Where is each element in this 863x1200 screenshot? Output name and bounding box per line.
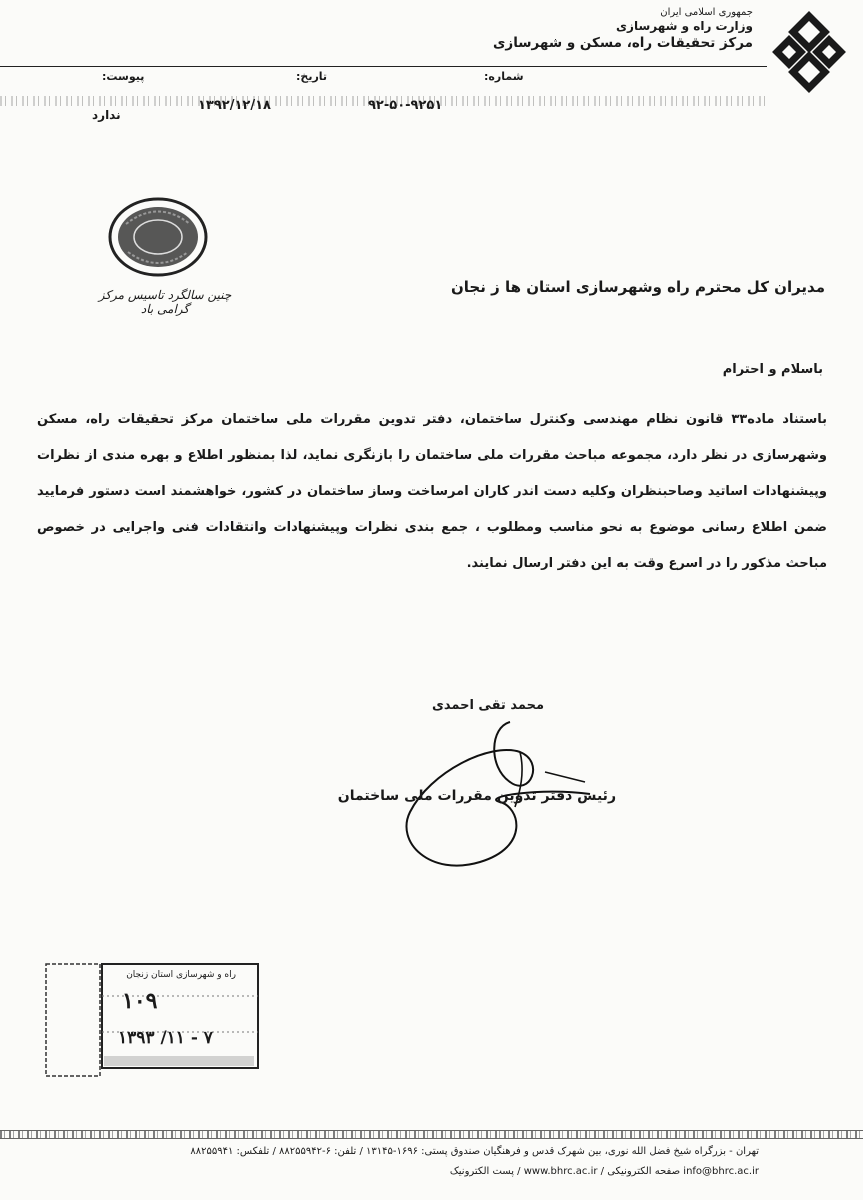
ministry-logo-icon xyxy=(767,10,851,94)
attachment-label: پیوست: xyxy=(102,70,145,83)
stamp-number: ۱۰۹ xyxy=(122,988,158,1014)
recipient-line: مدیران کل محترم راه وشهرسازی استان ها ز نجان xyxy=(451,278,825,296)
letter-number: ۹۲-۵۰-۹۲۵۱ xyxy=(368,98,443,113)
round-seal-icon xyxy=(106,194,210,280)
attachment-value: ندارد xyxy=(92,108,121,122)
greeting: باسلام و احترام xyxy=(722,362,823,377)
footer-divider xyxy=(0,1130,863,1139)
signer-name: محمد تقی احمدی xyxy=(431,698,544,713)
seal-caption: چنین سالگرد تاسیس مرکز گرامی باد xyxy=(98,288,232,316)
stamp-office: راه و شهرسازی استان زنجان xyxy=(126,970,236,980)
letterhead xyxy=(493,6,753,52)
header-line-center: مرکز تحقیقات راه، مسکن و شهرسازی xyxy=(493,35,753,51)
signer-title: رئیس دفتر تدوین مقررات ملی ساختمان xyxy=(337,788,616,804)
number-label: شماره: xyxy=(484,70,524,83)
header-line-country: جمهوری اسلامی ایران xyxy=(660,7,753,18)
letter-date: ۱۳۹۲/۱۲/۱۸ xyxy=(198,98,271,113)
footer-contact: info@bhrc.ac.ir صفحه الکترونیکی / www.bhrc.ac.ir / پست الکترونیک xyxy=(449,1166,759,1177)
footer-address: تهران - بزرگراه شیخ فضل الله نوری، بین شهرک قدس و فرهنگیان صندوق پستی: ۱۶۹۶-۱۳۱۴۵ / تلفن: ۶-۸۸۲۵۵۹۴۲ / تلفکس: ۸۸۲۵۵۹۴۱ xyxy=(190,1146,759,1157)
letter-body: باستناد ماده۳۳ قانون نظام مهندسی وکنترل ساختمان، دفتر تدوین مقررات ملی ساختمان مرکز تحقیقات راه، مسکن وشهرسازی در نظر دارد، مجموعه مباحث مقررات ملی ساختمان را بازنگری نماید، لذا بمنظور اطلاع و بهره مندی از نظرات وپیشنهادات اساتید وصاحبنظران وکلیه دست اندر کاران امرساخت وساز ساختمان در کشور، خواهشمند است دستور فرمایید ضمن اطلاع رسانی موضوع به نحو مناسب ومطلوب ، جمع بندی نظرات وپیشنهادات وانتقادات فنی واجرایی در خصوص مباحث مذکور را در اسرع وقت به این دفتر ارسال نمایند. xyxy=(37,412,827,571)
header-line-ministry: وزارت راه و شهرسازی xyxy=(616,19,753,33)
header-divider xyxy=(0,66,767,67)
date-label: تاریخ: xyxy=(296,70,328,83)
stamp-date: ۱۳۹۳ /۱۱ - ۷ xyxy=(118,1028,213,1048)
